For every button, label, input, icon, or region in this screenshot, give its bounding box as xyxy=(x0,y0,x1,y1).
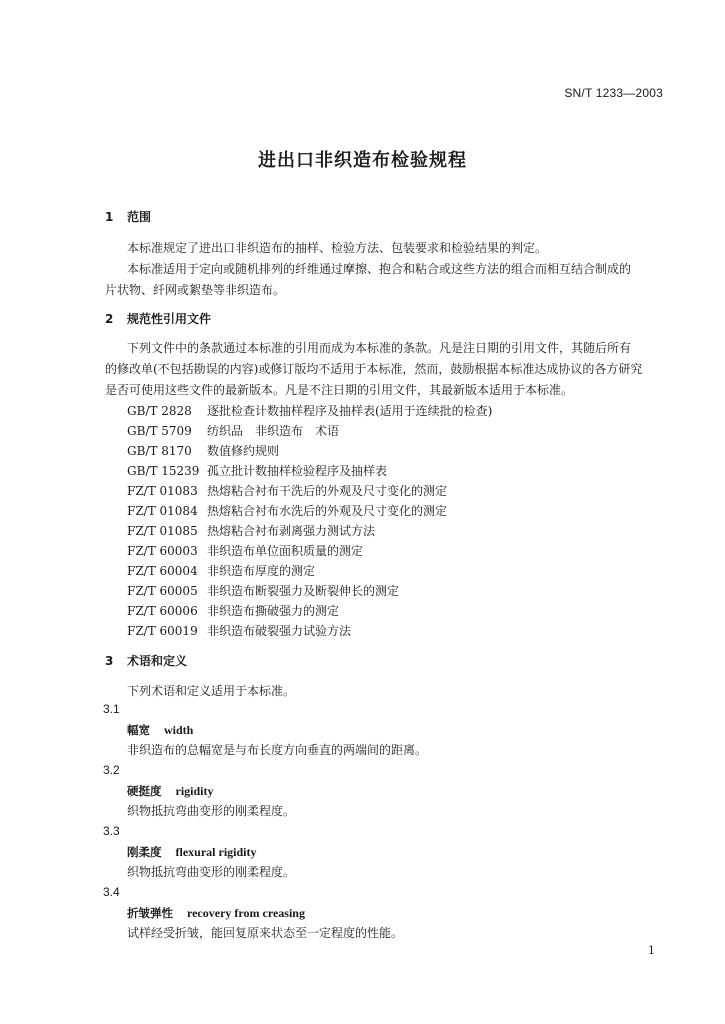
reference-code: GB/T 2828 xyxy=(127,404,192,418)
section-1-paragraph: 片状物、纤网或絮垫等非织造布。 xyxy=(105,283,286,297)
term-english: flexural rigidity xyxy=(175,845,257,859)
reference-title: 热熔粘合衬布干洗后的外观及尺寸变化的测定 xyxy=(207,484,448,498)
section-3-number: 3 xyxy=(105,654,114,668)
term-number: 3.3 xyxy=(103,824,120,838)
reference-item xyxy=(127,604,339,618)
reference-item xyxy=(127,464,387,478)
reference-title: 逐批检查计数抽样程序及抽样表(适用于连续批的检查) xyxy=(207,404,493,418)
reference-code: FZ/T 01085 xyxy=(127,524,198,538)
term-definition: 试样经受折皱，能回复原来状态至一定程度的性能。 xyxy=(127,926,404,940)
reference-title: 数值修约规则 xyxy=(207,444,280,458)
reference-code: FZ/T 60003 xyxy=(127,544,198,558)
term-definition: 织物抵抗弯曲变形的刚柔程度。 xyxy=(127,804,296,818)
reference-code: FZ/T 01083 xyxy=(127,484,198,498)
term-heading xyxy=(127,723,193,737)
reference-title: 纺织品 非织造布 术语 xyxy=(207,424,340,438)
reference-title: 非织造布厚度的测定 xyxy=(207,564,316,578)
reference-item xyxy=(127,544,363,558)
section-2-number: 2 xyxy=(105,312,114,326)
section-2-paragraph: 下列文件中的条款通过本标准的引用而成为本标准的条款。凡是注日期的引用文件，其随后所有 xyxy=(127,341,632,355)
section-1-title: 范围 xyxy=(127,210,152,224)
section-2-paragraph: 是否可使用这些文件的最新版本。凡是不注日期的引用文件，其最新版本适用于本标准。 xyxy=(105,383,574,397)
term-heading xyxy=(127,784,214,798)
reference-code: GB/T 5709 xyxy=(127,424,192,438)
term-definition: 织物抵抗弯曲变形的刚柔程度。 xyxy=(127,865,296,879)
reference-item xyxy=(127,404,492,418)
term-chinese: 幅宽 xyxy=(127,723,150,737)
reference-code: GB/T 8170 xyxy=(127,444,192,458)
section-1-number: 1 xyxy=(105,210,114,224)
reference-item xyxy=(127,624,351,638)
reference-code: FZ/T 60005 xyxy=(127,584,198,598)
reference-item xyxy=(127,524,375,538)
term-english: width xyxy=(164,723,194,737)
reference-title: 非织造布撕破强力的测定 xyxy=(207,604,340,618)
term-number: 3.1 xyxy=(103,702,120,716)
reference-code: GB/T 15239 xyxy=(127,464,200,478)
term-number: 3.4 xyxy=(103,885,120,899)
section-3-heading xyxy=(105,654,187,668)
section-1-paragraph: 本标准适用于定向或随机排列的纤维通过摩擦、抱合和粘合或这些方法的组合而相互结合制成的 xyxy=(127,262,632,276)
reference-item xyxy=(127,424,339,438)
term-chinese: 硬挺度 xyxy=(127,784,162,798)
reference-code: FZ/T 01084 xyxy=(127,504,198,518)
reference-item xyxy=(127,564,315,578)
reference-title: 热熔粘合衬布剥离强力测试方法 xyxy=(207,524,376,538)
section-2-title: 规范性引用文件 xyxy=(127,312,212,326)
term-number: 3.2 xyxy=(103,763,120,777)
reference-title: 孤立批计数抽样检验程序及抽样表 xyxy=(207,464,388,478)
term-english: rigidity xyxy=(175,784,214,798)
reference-title: 非织造布破裂强力试验方法 xyxy=(207,624,352,638)
reference-code: FZ/T 60004 xyxy=(127,564,198,578)
reference-item xyxy=(127,484,447,498)
reference-item xyxy=(127,584,399,598)
section-1-paragraph: 本标准规定了进出口非织造布的抽样、检验方法、包装要求和检验结果的判定。 xyxy=(127,241,548,255)
section-3-intro: 下列术语和定义适用于本标准。 xyxy=(127,684,296,698)
reference-item xyxy=(127,444,279,458)
page-number: 1 xyxy=(648,944,655,957)
reference-item xyxy=(127,504,447,518)
reference-code: FZ/T 60006 xyxy=(127,604,198,618)
standard-number: SN/T 1233—2003 xyxy=(564,86,663,100)
term-definition: 非织造布的总幅宽是与布长度方向垂直的两端间的距离。 xyxy=(127,743,428,757)
reference-title: 非织造布断裂强力及断裂伸长的测定 xyxy=(207,584,400,598)
reference-title: 非织造布单位面积质量的测定 xyxy=(207,544,364,558)
term-heading xyxy=(127,906,305,920)
reference-code: FZ/T 60019 xyxy=(127,624,198,638)
document-title: 进出口非织造布检验规程 xyxy=(258,150,467,171)
section-1-heading xyxy=(105,210,151,224)
section-2-heading xyxy=(105,312,211,326)
term-english: recovery from creasing xyxy=(187,906,305,920)
term-heading xyxy=(127,845,257,859)
term-chinese: 折皱弹性 xyxy=(127,906,173,920)
reference-title: 热熔粘合衬布水洗后的外观及尺寸变化的测定 xyxy=(207,504,448,518)
section-2-paragraph: 的修改单(不包括勘误的内容)或修订版均不适用于本标准，然而，鼓励根据本标准达成协议的各方研究 xyxy=(105,362,643,376)
section-3-title: 术语和定义 xyxy=(127,654,188,668)
term-chinese: 刚柔度 xyxy=(127,845,162,859)
